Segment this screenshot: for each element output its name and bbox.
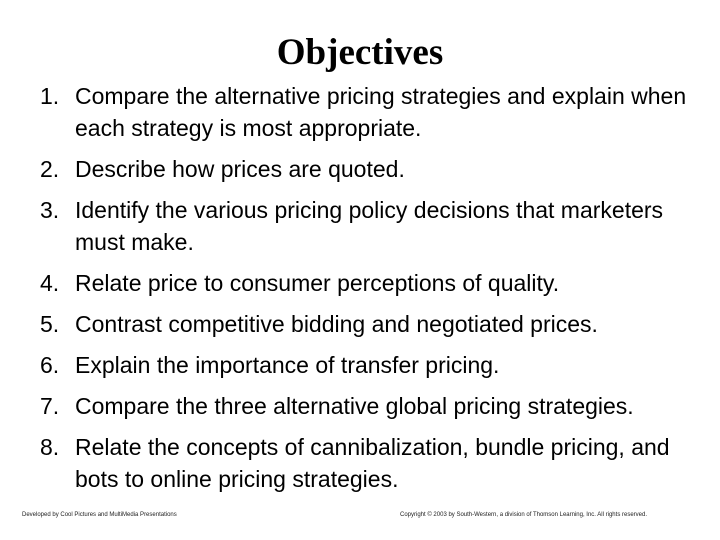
objective-number: 4. (40, 270, 60, 296)
objective-number: 5. (40, 311, 60, 337)
objective-number: 8. (40, 434, 60, 460)
objective-item (40, 390, 700, 422)
objective-item (40, 80, 700, 144)
objective-number: 1. (40, 83, 60, 109)
objective-text: Contrast competitive bidding and negotiated prices. (75, 311, 598, 337)
objective-item (40, 153, 700, 185)
objective-text: Relate the concepts of cannibalization, bundle pricing, and bots to online pricing strategies. (75, 434, 670, 492)
objective-number: 2. (40, 156, 60, 182)
footer-credit: Developed by Cool Pictures and MultiMedia Presentations (22, 512, 177, 518)
objective-text: Explain the importance of transfer pricing. (75, 352, 500, 378)
objective-text: Compare the alternative pricing strategies and explain when each strategy is most appropriate. (75, 83, 687, 141)
slide-title: Objectives (276, 32, 444, 73)
objective-number: 6. (40, 352, 60, 378)
objective-number: 7. (40, 393, 60, 419)
objective-item (40, 349, 700, 381)
objective-text: Compare the three alternative global pricing strategies. (75, 393, 634, 419)
footer-copyright: Copyright © 2003 by South-Western, a division of Thomson Learning, Inc. All rights reserved. (400, 512, 647, 518)
objective-item (40, 308, 700, 340)
objective-text: Relate price to consumer perceptions of quality. (75, 270, 560, 296)
objective-item (40, 431, 700, 495)
objective-text: Identify the various pricing policy decisions that marketers must make. (75, 197, 664, 255)
objective-item (40, 267, 700, 299)
objective-number: 3. (40, 197, 60, 223)
objectives-list (40, 80, 700, 504)
objective-text: Describe how prices are quoted. (75, 156, 405, 182)
objective-item (40, 194, 700, 258)
